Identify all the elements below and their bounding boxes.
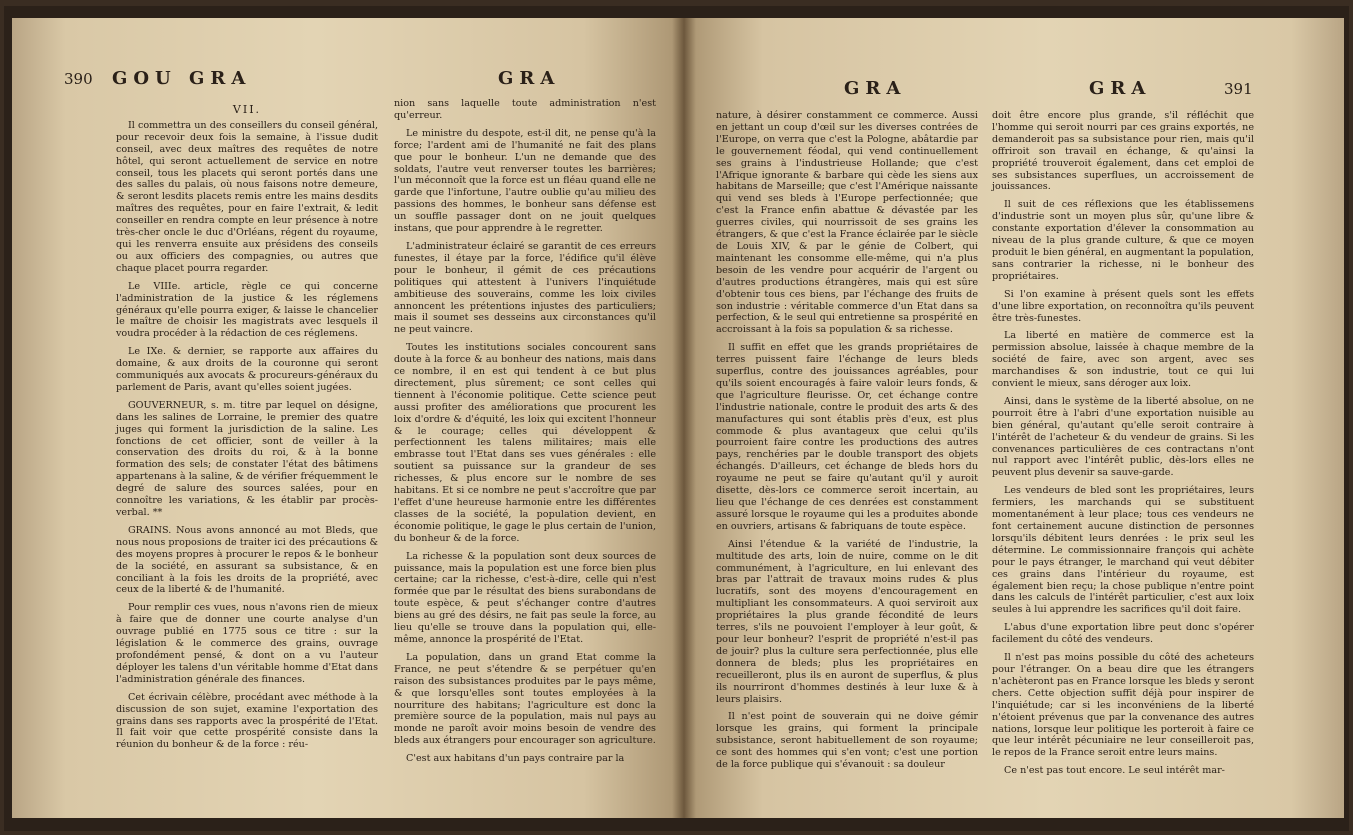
paragraph: Les vendeurs de bled sont les propriétaires, leurs fermiers, les marchands qui se substituent momentanément à leur place; tous ces vendeurs ne font certainement aucune distinction de personnes lorsqu'ils débitent leurs denrées : le prix seul les détermine. Le commissionnaire françois qui achète pour le pays étranger, le marchand qui veut débiter ces grains dans l'intérieur du royaume, est également bien reçu; la chose publique n'entre point dans les calculs de l'intérêt particulier, c'est aux loix seules à lui apprendre les sacrifices qu'il doit faire.: [992, 485, 1254, 616]
paragraph: Il commettra un des conseillers du conseil général, pour recevoir deux fois la semaine, à l'issue dudit conseil, avec deux maîtres des requêtes de notre hôtel, qui seront actuellement de service en notre conseil, tous les placets qui seront portés dans une des salles du palais, où nous faisons notre demeure, & seront lesdits placets remis entre les mains desdits maîtres des requêtes, pour en faire l'extrait, & ledit conseiller en rendra compte en leur présence à notre très-cher oncle le duc d'Orléans, régent du royaume, qui les renverra ensuite aux présidens des conseils ou aux officiers des compagnies, ou autres que chaque placet pourra regarder.: [116, 119, 378, 274]
right-column-2: [992, 110, 1254, 783]
paragraph: Ainsi l'étendue & la variété de l'industrie, la multitude des arts, loin de nuire, comme on le dit communément, à l'agriculture, en lui enlevant des bras par l'attrait de travaux moins rudes & plus lucratifs, sont des moyens d'encouragement en multipliant les consommateurs. A quoi serviroit aux propriétaires la plus grande fécondité de leurs terres, s'ils ne pouvoient l'employer à leur goût, & pour leur bonheur? l'esprit de propriété n'est-il pas de jouir? plus la culture sera perfectionnée, plus elle donnera de bleds; plus les propriétaires en recueilleront, plus ils en auront de superflus, & plus ils nourriront d'hommes destinés à leur luxe & à leurs plaisirs.: [716, 538, 978, 705]
paragraph: La liberté en matière de commerce est la permission absolue, laissée à chaque membre de la société de faire, avec son argent, avec ses marchandises & son industrie, tout ce qui lui convient le mieux, sans déroger aux loix.: [992, 330, 1254, 390]
paragraph: Il n'est pas moins possible du côté des acheteurs pour l'étranger. On a beau dire que les étrangers n'achèteront pas en France lorsque les bleds y seront chers. Cette objection suffit déjà pour inspirer de l'inquiétude; car si les inconvéniens de la liberté n'étoient prévenus que par la convenance des autres nations, lorsque leur politique les porteroit à faire ce que leur intérêt pécuniaire ne leur conseilleroit pas, le repos de la France seroit entre leurs mains.: [992, 652, 1254, 759]
center-head-left: GRA: [498, 68, 561, 89]
paragraph: La population, dans un grand Etat comme la France, ne peut s'étendre & se perpétuer qu'en raison des subsistances produites par le pays même, & que lorsqu'elles sont toutes employées à la nourriture des habitans; l'agriculture est donc la première source de la population, mais nul pays au monde ne paroît avoir moins besoin de vendre des bleds aux étrangers pour encourager son agriculture.: [394, 651, 656, 747]
paragraph: Le IXe. & dernier, se rapporte aux affaires du domaine, & aux droits de la couronne qui seront communiqués aux avocats & procureurs-généraux du parlement de Paris, avant qu'elles soient jugées.: [116, 346, 378, 393]
paragraph: Ce n'est pas tout encore. Le seul intérêt mar-: [1004, 765, 1225, 777]
paragraph: Ainsi, dans le système de la liberté absolue, on ne pourroit être à l'abri d'une exportation nuisible au bien général, qu'autant qu'elle seroit contraire à l'intérêt de l'acheteur & du vendeur de grains. Si les convenances particulières de ces contractans n'ont nul rapport avec l'intérêt public, dès-lors elles ne peuvent plus devenir sa sauve-garde.: [992, 395, 1254, 479]
paragraph: L'administrateur éclairé se garantit de ces erreurs funestes, il étaye par la force, l'édifice qu'il élève pour le bonheur, il gémit de ces précautions politiques qui attestent à l'univers l'inquiétude ambitieuse des souverains, comme les loix civiles annoncent les prétentions injustes des particuliers; mais il soumet ses desseins aux circonstances qu'il ne peut vaincre.: [394, 240, 656, 336]
book-gutter: [672, 18, 696, 818]
left-column-2: [394, 98, 656, 771]
running-head-right: GRA: [1089, 78, 1152, 99]
paragraph: doit être encore plus grande, s'il réfléchit que l'homme qui seroit nourri par ces grains exportés, ne demanderoit pas sa subsistance pour rien, mais qu'il offriroit son travail en échange, & qu'ainsi la propriété trouveroit également, dans cet emploi de ses subsistances superflues, un accroissement de jouissances.: [992, 110, 1254, 193]
paragraph: La richesse & la population sont deux sources de puissance, mais la population est une force bien plus certaine; car la richesse, c'est-à-dire, celle qui n'est formée que par le résultat des biens surabondans de toute espèce, & peut s'échanger contre d'autres biens au gré des désirs, ne fait pas seule la force, au lieu qu'elle se trouve dans la population qui, elle-même, annonce la prospérité de l'Etat.: [394, 550, 656, 645]
paragraph: Le VIIIe. article, règle ce qui concerne l'administration de la justice & les réglemens généraux qu'elle pourra exiger, & laisse le chancelier le maître de choisir les magistrats avec lesquels il voudra procéder à la rédaction de ces réglemens.: [116, 280, 378, 340]
right-page: [684, 18, 1344, 818]
paragraph: GRAINS. Nous avons annoncé au mot Bleds, que nous nous proposions de traiter ici des précautions & des moyens propres à procurer le repos & le bonheur de la société, en assurant sa subsistance, & en conciliant à la fois les droits de la propriété, avec ceux de la liberté & de l'humanité.: [116, 524, 378, 596]
paragraph: nion sans laquelle toute administration n'est qu'erreur.: [394, 98, 656, 121]
section-heading: VII.: [232, 103, 262, 116]
open-book: [4, 6, 1349, 831]
paragraph: Toutes les institutions sociales concourent sans doute à la force & au bonheur des nations, mais dans ce nombre, il en est qui tendent à ce but plus directement, plus sûrement; ce sont celles qui tiennent à l'économie politique. Cette science peut aussi profiter des améliorations que procurent les loix d'ordre & d'équité, les loix qui excitent l'honneur & le courage; celles qui développent & perfectionnent les talens militaires; mais elle embrasse tout l'Etat dans ses vues générales : elle soutient sa puissance sur la grandeur de ses richesses, & plus encore sur le nombre de ses habitans. Et si ce nombre ne peut s'accroître que par l'effet d'une heureuse harmonie entre les différentes classes de la société, la population devient, en économie politique, le gage le plus certain de l'union, du bonheur & de la force.: [394, 342, 656, 544]
paragraph: Le ministre du despote, est-il dit, ne pense qu'à la force; l'ardent ami de l'humanité ne fait des plans que pour le bonheur. L'un ne demande que des soldats, l'autre veut renverser toutes les barrières; l'un méconnoît que la force est un fléau quand elle ne garde que l'infortune, l'autre oublie qu'au milieu des passions des hommes, le bonheur sans défense est un souffle passager dont on ne jouit quelques instans, que pour apprendre à le regretter.: [394, 127, 656, 235]
center-head-right: GRA: [844, 78, 907, 99]
paragraph: Il suit de ces réflexions que les établissemens d'industrie sont un moyen plus sûr, qu'une libre & constante exportation d'élever la consommation au niveau de la plus grande culture, & que ce moyen produit le bien général, en augmentant la population, sans contrarier la richesse, ni le bonheur des propriétaires.: [992, 199, 1254, 282]
paragraph: Il n'est point de souverain qui ne doive gémir lorsque les grains, qui forment la principale subsistance, seront habituellement de son royaume; ce sont des hommes qui s'en vont; c'est une portion de la force publique qui s'évanouit : sa douleur: [716, 711, 978, 771]
left-column-1: [116, 104, 378, 757]
paragraph: GOUVERNEUR, s. m. titre par lequel on désigne, dans les salines de Lorraine, le premier des quatre juges qui forment la jurisdiction de la saline. Les fonctions de cet officier, sont de veiller à la conservation des droits du roi, & à la bonne formation des sels; de constater l'état des bâtimens appartenans à la saline, & de vérifier fréquemment le degré de salure des sources salées, pour en connoître les variations, & les établir par procès-verbal. **: [116, 399, 378, 518]
paragraph: C'est aux habitans d'un pays contraire par la: [406, 753, 625, 765]
paragraph: L'abus d'une exportation libre peut donc s'opérer facilement du côté des vendeurs.: [992, 622, 1254, 646]
paragraph: Il suffit en effet que les grands propriétaires de terres puissent faire l'échange de leurs bleds superflus, contre des jouissances agréables, pour qu'ils soient encouragés à faire valoir leurs fonds, & que l'agriculture fleurisse. Or, cet échange contre l'industrie nationale, contre le produit des arts & des manufactures qui sont établis près d'eux, est plus commode & plus avantageux que celui qu'ils pourroient faire contre les productions des autres pays, renchéries par le double transport des objets échangés. D'ailleurs, cet échange de bleds hors du royaume ne peut se faire qu'autant qu'il y auroit disette, dès-lors ce commerce seroit incertain, au lieu que l'échange de ces denrées est constamment assuré lorsque le royaume qui les a produites abonde en ouvriers, artisans & fabriquans de toute espèce.: [716, 342, 978, 532]
page-number-right: 391: [1224, 80, 1253, 98]
page-number-left: 390: [64, 70, 93, 88]
paragraph: Si l'on examine à présent quels sont les effets d'une libre exportation, on reconnoîtra qu'ils peuvent être très-funestes.: [992, 288, 1254, 324]
paragraph: Pour remplir ces vues, nous n'avons rien de mieux à faire que de donner une courte analyse d'un ouvrage publié en 1775 sous ce titre : sur la législation & le commerce des grains, ouvrage profondément pensé, & dont on a vu l'auteur déployer les talens d'un véritable homme d'Etat dans l'administration générale des finances.: [116, 602, 378, 685]
running-head-left: GOU GRA: [112, 68, 252, 89]
left-page: [12, 18, 684, 818]
paragraph: Cet écrivain célèbre, procédant avec méthode à la discussion de son sujet, examine l'exportation des grains dans ses rapports avec la prospérité de l'Etat. Il fait voir que cette prospérité consiste dans la réunion du bonheur & de la force : réu-: [116, 691, 378, 751]
right-column-1: [716, 110, 978, 777]
paragraph: nature, à désirer constamment ce commerce. Aussi en jettant un coup d'œil sur les diverses contrées de l'Europe, on verra que c'est la Pologne, abâtardie par le gouvernement féodal, qui vend continuellement ses grains à l'industrieuse Hollande; que c'est l'Afrique ignorante & barbare qui cède les siens aux habitans de Marseille; que c'est l'Amérique naissante qui vend ses bleds à l'Europe perfectionnée; que c'est la France enfin abattue & dévastée par les guerres civiles, qui nourrissoit de ses grains les étrangers, & que c'est la France éclairée par le siècle de Louis XIV, & par le génie de Colbert, qui maintenant les consomme elle-même, qui n'a plus besoin de les vendre pour acquérir de l'argent ou d'autres productions étrangères, mais qui est sûre d'obtenir tous ces biens, par l'échange des fruits de son industrie : véritable commerce d'un Etat dans sa perfection, & le seul qui entretienne sa prospérité en accroissant à la fois sa population & sa richesse.: [716, 110, 978, 336]
